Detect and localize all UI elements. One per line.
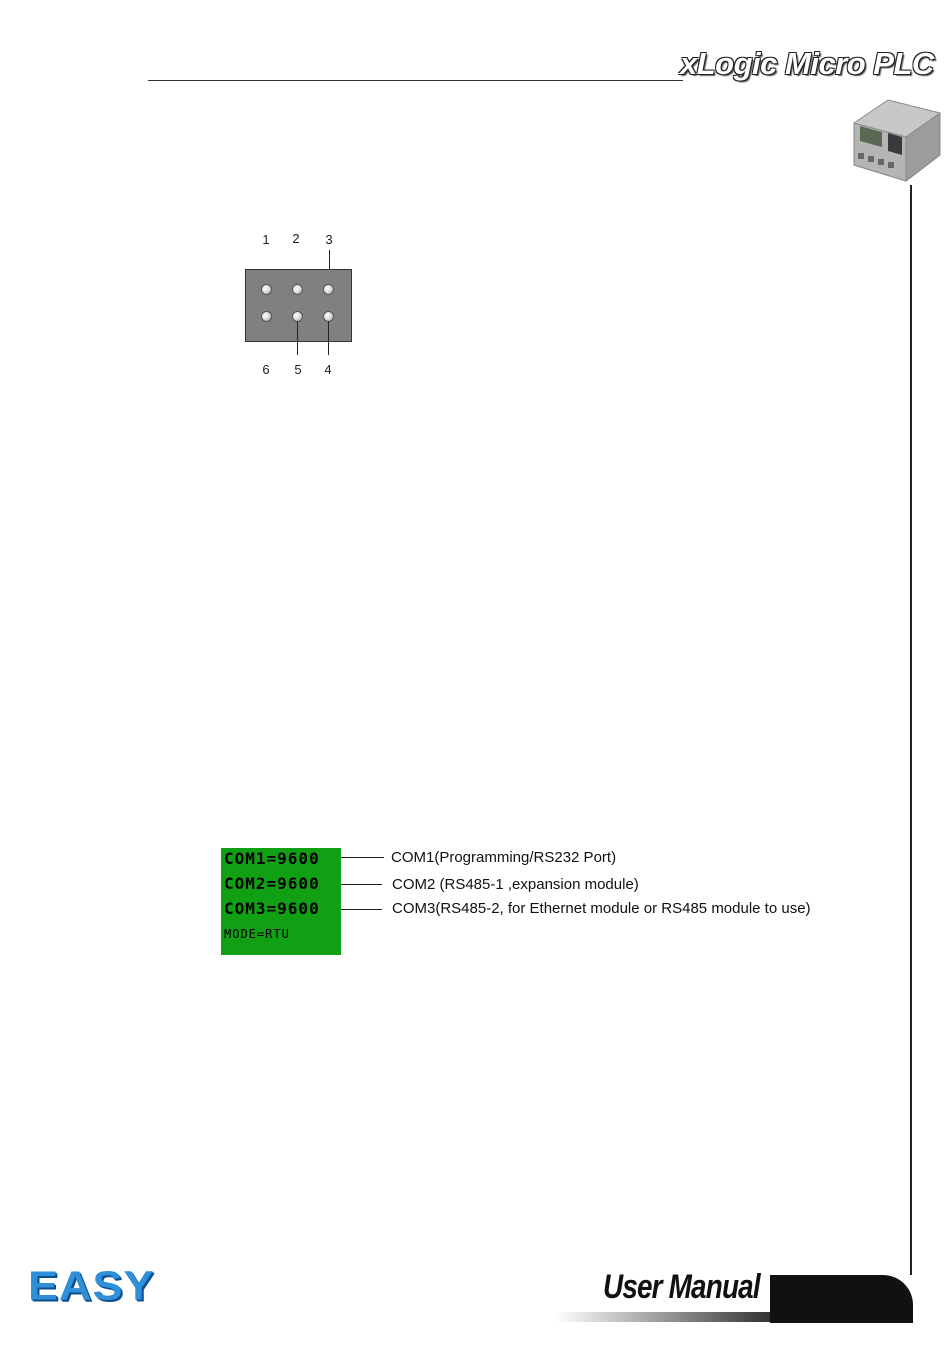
- lcd-text: COM2=9600: [224, 874, 320, 893]
- callout-line: [341, 857, 384, 858]
- lcd-line-com3: [224, 901, 320, 917]
- callout-com1: COM1(Programming/RS232 Port): [391, 849, 617, 866]
- pin-label: 2: [292, 231, 300, 246]
- pin-label: 4: [324, 362, 332, 377]
- side-rule: [910, 185, 912, 1275]
- lcd-text: COM3=9600: [224, 899, 320, 918]
- pin-label: 1: [262, 232, 270, 247]
- pin-label: 3: [325, 232, 333, 247]
- pin-dot: [292, 284, 303, 295]
- callout-com3: COM3(RS485-2, for Ethernet module or RS485 module to use): [392, 900, 811, 917]
- pin-label: 5: [294, 362, 302, 377]
- lcd-text: COM1=9600: [224, 849, 320, 868]
- pin-dot: [261, 311, 272, 322]
- lcd-line-com2: [224, 876, 320, 892]
- footer-bar: [555, 1312, 770, 1322]
- easy-logo: EASY: [28, 1262, 155, 1309]
- pin-label: 6: [262, 362, 270, 377]
- connector-body: [245, 269, 352, 342]
- lcd-line-mode: MODE=RTU: [224, 927, 290, 941]
- plc-device-image: [848, 95, 943, 183]
- pin-dot: [261, 284, 272, 295]
- header-rule: [148, 80, 683, 81]
- page-header-title: xLogic Micro PLC: [680, 46, 934, 81]
- callout-line: [341, 909, 382, 910]
- pin-leader-line: [297, 321, 298, 355]
- callout-line: [341, 884, 382, 885]
- pin-dot: [323, 284, 334, 295]
- footer-block: [770, 1275, 913, 1323]
- footer-user-manual-label: User Manual: [603, 1268, 760, 1306]
- callout-com2: COM2 (RS485-1 ,expansion module): [392, 876, 639, 893]
- pin-leader-line: [328, 321, 329, 355]
- lcd-line-com1: [224, 851, 320, 867]
